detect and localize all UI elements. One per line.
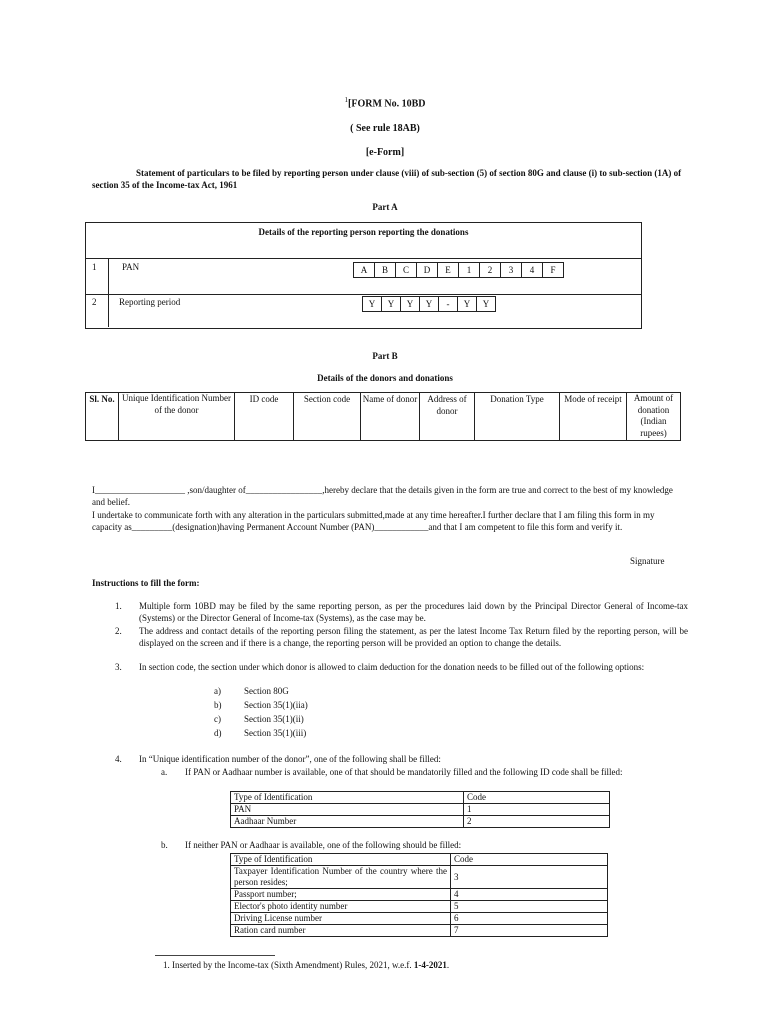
col-section-code: Section code <box>294 393 361 441</box>
form-title-text: [FORM No. 10BD <box>348 98 426 110</box>
declaration-line-2: I undertake to communicate forth with any alteration in the particulars submitted,made at any time hereafter.I further declare that I am filing this form in my capacity as_________(designation)having Permanent Account Number (PAN)____________and that I am competent to file this form and verify it. <box>92 510 655 532</box>
table-row <box>231 913 608 925</box>
id-table-a <box>230 791 610 828</box>
footnote-divider <box>155 955 275 956</box>
pan-box[interactable]: D <box>416 262 438 278</box>
id-type: Passport number; <box>231 889 451 901</box>
option-text-c: Section 35(1)(ii) <box>244 714 304 724</box>
part-b-heading: Part B <box>372 351 398 361</box>
table-row <box>231 901 608 913</box>
instruction-text-3: In section code, the section under which donor is allowed to claim deduction for the donation needs to be filled out of the following options: <box>139 662 645 672</box>
pan-box[interactable]: A <box>353 262 375 278</box>
col-mode-of-receipt: Mode of receipt <box>560 393 627 441</box>
instruction-num-3: 3. <box>115 662 122 672</box>
pan-box[interactable]: 4 <box>521 262 543 278</box>
period-box[interactable]: - <box>438 296 458 312</box>
id-type: Driving License number <box>231 913 451 925</box>
declaration-line-1: I____________________ ,son/daughter of_________________,hereby declare that the details given in the form are true and correct to the best of my knowledge and belief. <box>92 485 673 507</box>
col-amount: Amount of donation (Indian rupees) <box>627 393 681 441</box>
id-type: Elector's photo identity number <box>231 901 451 913</box>
table-row <box>231 925 608 937</box>
col-donor-name: Name of donor <box>361 393 420 441</box>
id-type: Ration card number <box>231 925 451 937</box>
id-code: 3 <box>451 866 608 889</box>
id-code: 5 <box>451 901 608 913</box>
reporting-period-label: Reporting period <box>119 297 181 307</box>
sub-item-b-text: If neither PAN or Aadhaar is available, one of the following should be filled: <box>185 840 462 850</box>
row-num-1: 1 <box>92 262 97 272</box>
pan-box[interactable]: 1 <box>458 262 480 278</box>
pan-box[interactable]: B <box>374 262 396 278</box>
col-uin: Unique Identification Number of the donor <box>119 393 235 441</box>
sub-item-a-label: a. <box>161 767 168 777</box>
footnote-text: 1. Inserted by the Income-tax (Sixth Amendment) Rules, 2021, w.e.f. <box>163 960 414 970</box>
id-table-b-header-code: Code <box>451 854 608 866</box>
period-box[interactable]: Y <box>362 296 382 312</box>
instruction-text-2: The address and contact details of the reporting person filing the statement, as per the latest Income Tax Return filed by the reporting person, will be displayed on the screen and if there is a change, the reporting person will be provided an option to change the details. <box>139 626 688 648</box>
instruction-text-4: In “Unique identification number of the donor”, one of the following shall be filled: <box>139 754 441 764</box>
period-box[interactable]: Y <box>457 296 477 312</box>
id-type: PAN <box>231 804 464 816</box>
instruction-num-1: 1. <box>115 601 122 611</box>
period-box[interactable]: Y <box>400 296 420 312</box>
id-code: 2 <box>464 816 610 828</box>
donor-table <box>85 392 681 441</box>
period-box[interactable]: Y <box>381 296 401 312</box>
rule-reference: ( See rule 18AB) <box>350 123 420 134</box>
instruction-num-2: 2. <box>115 626 122 636</box>
id-code: 7 <box>451 925 608 937</box>
id-type: Taxpayer Identification Number of the country where the person resides; <box>231 866 451 889</box>
table-row <box>231 816 610 828</box>
sub-item-a-text: If PAN or Aadhaar number is available, one of that should be mandatorily filled and the following ID code shall be filled: <box>185 767 623 777</box>
pan-boxes[interactable] <box>353 262 563 278</box>
col-donor-address: Address of donor <box>420 393 475 441</box>
col-id-code: ID code <box>235 393 294 441</box>
col-donation-type: Donation Type <box>475 393 560 441</box>
pan-box[interactable]: E <box>437 262 459 278</box>
option-label-a: a) <box>214 686 221 696</box>
part-a-heading: Part A <box>372 202 398 212</box>
sub-item-b-label: b. <box>161 840 168 850</box>
id-code: 1 <box>464 804 610 816</box>
signature-label: Signature <box>630 556 665 566</box>
option-label-d: d) <box>214 728 222 738</box>
id-table-b-header-type: Type of Identification <box>231 854 451 866</box>
option-label-c: c) <box>214 714 221 724</box>
instruction-num-4: 4. <box>115 754 122 764</box>
statement-text: Statement of particulars to be filed by reporting person under clause (viii) of sub-section (5) of section 80G and clause (i) to sub-section (1A) of section 35 of the Income-tax Act, 1961 <box>92 168 682 190</box>
table-row <box>231 889 608 901</box>
footnote <box>163 960 449 972</box>
col-sl-no: Sl. No. <box>86 393 119 441</box>
pan-box[interactable]: F <box>542 262 564 278</box>
instructions-heading: Instructions to fill the form: <box>92 578 200 588</box>
instruction-text-1: Multiple form 10BD may be filed by the same reporting person, as per the procedures laid down by the Principal Director General of Income-tax (Systems) or the Director General of Income-tax (Systems), as the case may be. <box>139 601 688 623</box>
id-table-b <box>230 853 608 937</box>
form-title <box>0 96 770 110</box>
eform-label: [e-Form] <box>365 147 405 158</box>
footnote-end: . <box>446 960 450 970</box>
period-box[interactable]: Y <box>419 296 439 312</box>
pan-box[interactable]: 3 <box>500 262 522 278</box>
id-code: 4 <box>451 889 608 901</box>
id-table-a-header-type: Type of Identification <box>231 792 464 804</box>
part-b-subheading: Details of the donors and donations <box>317 373 453 383</box>
pan-box[interactable]: C <box>395 262 417 278</box>
row-num-2: 2 <box>92 297 97 307</box>
part-a-table-title: Details of the reporting person reporting the donations <box>258 227 469 237</box>
id-table-a-header-code: Code <box>464 792 610 804</box>
pan-label: PAN <box>122 262 140 272</box>
period-box[interactable]: Y <box>476 296 496 312</box>
id-type: Aadhaar Number <box>231 816 464 828</box>
pan-box[interactable]: 2 <box>479 262 501 278</box>
option-text-d: Section 35(1)(iii) <box>244 728 307 738</box>
table-row <box>231 866 608 889</box>
footnote-date: 1-4-2021 <box>413 960 447 970</box>
option-label-b: b) <box>214 700 222 710</box>
id-code: 6 <box>451 913 608 925</box>
table-row <box>231 804 610 816</box>
option-text-a: Section 80G <box>244 686 289 696</box>
option-text-b: Section 35(1)(iia) <box>244 700 308 710</box>
reporting-period-boxes[interactable] <box>362 296 495 312</box>
footnote-ref: 1 <box>344 96 348 104</box>
